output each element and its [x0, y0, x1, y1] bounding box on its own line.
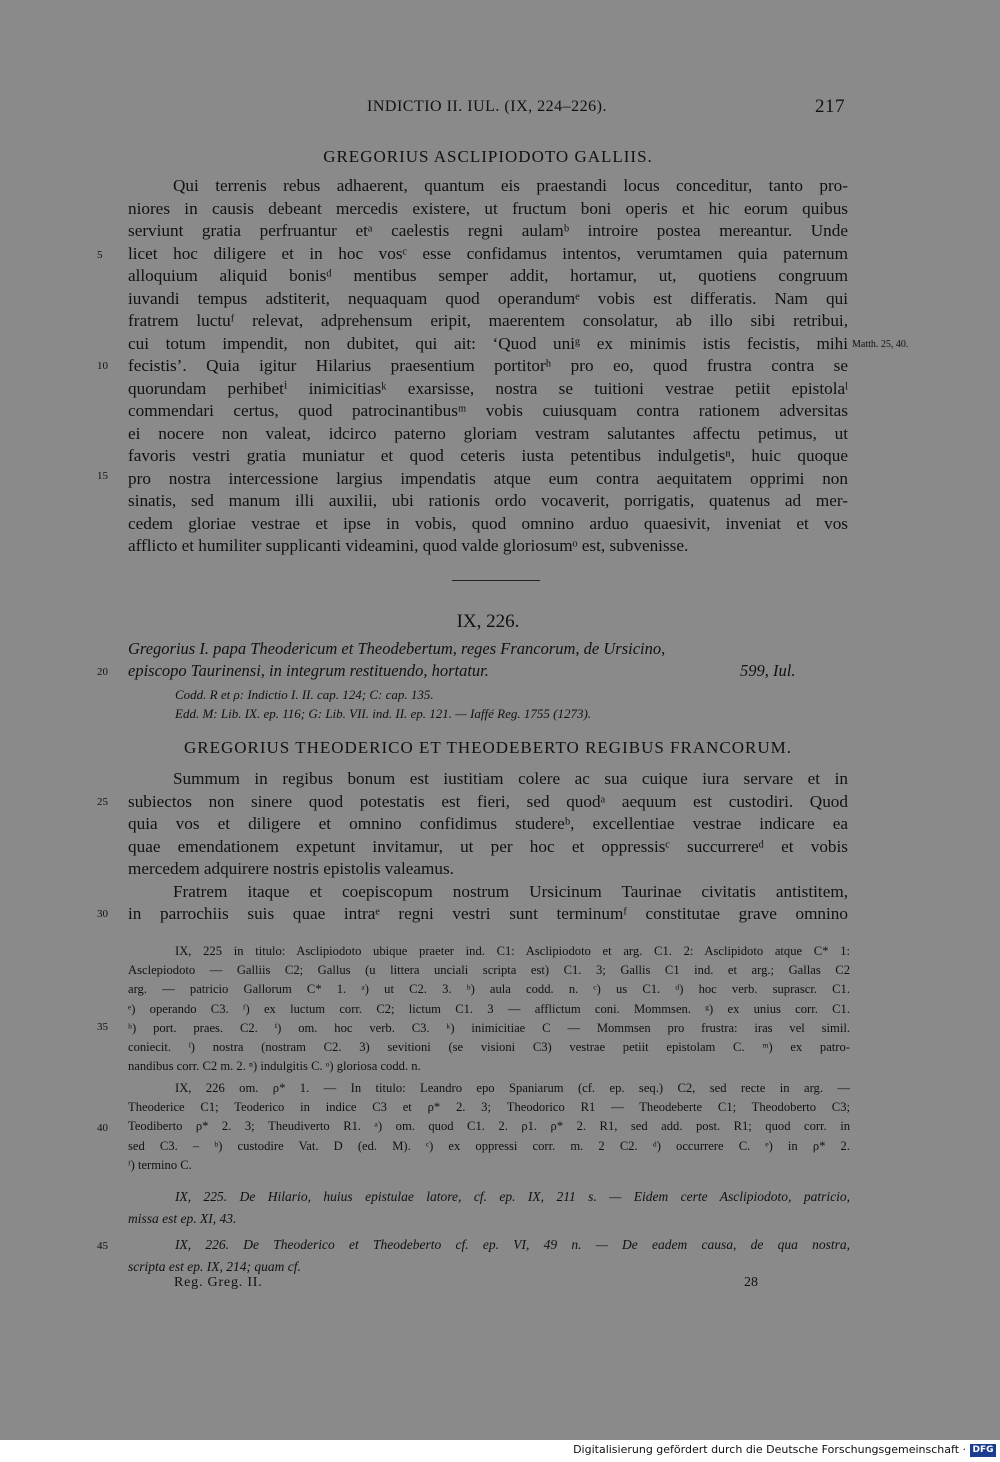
line-number: 5	[97, 249, 103, 261]
apparatus-line: Theoderice C1; Teoderico in indice C3 et ρ* 2. 3; Theodorico R1 — Theodeberte C1; Theodoberto C3;	[128, 1100, 850, 1115]
body-line: sinatis, sed manum illi auxilii, ubi rationis ordo vocaverit, porrigatis, quatenus ad mer-	[128, 491, 848, 510]
apparatus-line: IX, 225 in titulo: Asclipiodoto ubique praeter ind. C1: Asclipiodoto et arg. C1. 2: Asclipidoto atque C* 1:	[175, 944, 850, 958]
apparatus-line: coniecit. ˡ) nostra (nostram C2. 3) sevitioni (se visioni C3) vestrae petiit epistolam C. ᵐ) ex patro-	[128, 1040, 850, 1054]
body-line: alloquium aliquid bonisᵈ mentibus semper addit, hortamur, ut, quotiens congruum	[128, 266, 848, 285]
dfg-logo: DFG	[970, 1444, 996, 1457]
summary-line: Gregorius I. papa Theodericum et Theodebertum, reges Francorum, de Ursicino,	[128, 639, 666, 658]
footer-sheet-number: 28	[744, 1275, 758, 1290]
body-line: in parrochiis suis quae intraᵉ regni vestri sunt terminumᶠ constitutae grave omnino	[128, 904, 848, 923]
page-number: 217	[815, 96, 845, 117]
body-line: pro nostra intercessione largius impendatis atque eum contra aequitatem opprimi non	[128, 468, 848, 488]
body-line: serviunt gratia perfruantur etᵃ caelestis regni aulamᵇ introire postea mereantur. Unde	[128, 221, 848, 240]
body-line: Summum in regibus bonum est iustitiam colere ac sua cuique iura servare et in	[173, 769, 848, 788]
body-line: quorundam perhibetⁱ inimicitiasᵏ exarsisse, nostra se tuitioni vestrae petiit epistolaˡ	[128, 378, 848, 398]
editions-line: Edd. M: Lib. IX. ep. 116; G: Lib. VII. ind. II. ep. 121. — Iaffé Reg. 1755 (1273).	[175, 706, 592, 721]
apparatus-line: ᵉ) operando C3. ᶠ) ex luctum corr. C2; lictum C1. 3 — afflictum coni. Mommsen. ᵍ) ex unius corr. C1.	[128, 1001, 850, 1016]
body-line: iuvandi tempus adstiterit, nequaquam quod operandumᵉ vobis est differatis. Nam qui	[128, 288, 848, 308]
document-number: IX, 226.	[456, 611, 520, 632]
line-number: 45	[97, 1240, 108, 1252]
separator-line	[452, 580, 540, 581]
body-line: favoris vestri gratia muniatur et quod ceteris iusta petentibus indulgetisⁿ, huic quoque	[128, 446, 848, 465]
letter-heading-2: GREGORIUS THEODERICO ET THEODEBERTO REGIBUS FRANCORUM.	[183, 738, 793, 757]
dfg-credit-text: Digitalisierung gefördert durch die Deutsche Forschungsgemeinschaft ·	[573, 1443, 966, 1456]
body-line: licet hoc diligere et in hoc vosᶜ esse confidamus intentos, verumtamen quia paternum	[128, 243, 848, 263]
summary-line: episcopo Taurinensi, in integrum restituendo, hortatur.	[128, 661, 489, 680]
line-number: 20	[97, 666, 108, 678]
body-line: Fratrem itaque et coepiscopum nostrum Ursicinum Taurinae civitatis antistitem,	[173, 881, 848, 901]
letter-heading-1: GREGORIUS ASCLIPIODOTO GALLIIS.	[323, 147, 653, 166]
apparatus-line: arg. — patricio Gallorum C* 1. ᵃ) ut C2. 3. ᵇ) aula codd. n. ᶜ) us C1. ᵈ) hoc verb. suprascr. C1.	[128, 982, 850, 997]
commentary-line: missa est ep. XI, 43.	[128, 1211, 237, 1226]
body-line: mercedem adquirere nostris epistolis valeamus.	[128, 859, 454, 878]
apparatus-line: IX, 226 om. ρ* 1. — In titulo: Leandro epo Spaniarum (cf. ep. seq.) C2, sed recte in arg. —	[175, 1081, 850, 1095]
body-line: cui totum impendit, non dubitet, qui ait: ‘Quod uniᵍ ex minimis istis fecistis, mihi	[128, 333, 848, 353]
margin-reference: Matth. 25, 40.	[852, 339, 909, 350]
body-line: quia vos et diligere et omnino confidimus studereᵇ, excellentiae vestrae indicare ea	[128, 814, 848, 833]
running-head-title: INDICTIO II. IUL. (IX, 224–226).	[367, 98, 607, 115]
body-line: fecistis’. Quia igitur Hilarius praesentium portitorʰ pro eo, quod frustra contra se	[128, 356, 848, 375]
body-line: afflicto et humiliter supplicanti videamini, quod valde gloriosumᵒ est, subvenisse.	[128, 536, 689, 555]
line-number: 40	[97, 1122, 108, 1134]
letter-date: 599, Iul.	[740, 661, 796, 680]
dfg-credit-bar	[0, 1440, 1000, 1462]
line-number: 35	[97, 1021, 108, 1033]
commentary-line: scripta est ep. IX, 214; quam cf.	[128, 1259, 301, 1274]
body-line: subiectos non sinere quod potestatis est fieri, sed quodᵃ aequum est custodiri. Quod	[128, 791, 848, 811]
body-line: quae emendationem expetunt invitamur, ut per hoc et oppressisᶜ succurrereᵈ et vobis	[128, 836, 848, 856]
footer-signature: Reg. Greg. II.	[174, 1275, 263, 1290]
apparatus-line: sed C3. – ᵇ) custodire Vat. D (ed. M). ᶜ) ex oppressi corr. m. 2 C2. ᵈ) occurrere C. ᵉ) in ρ* 2.	[128, 1138, 850, 1153]
body-line: cedem gloriae vestrae et ipse in vobis, quod omnino arduo quaesivit, inveniat et vos	[128, 513, 848, 533]
apparatus-line: Asclepiodoto — Galliis C2; Gallus (u littera unciali scripta est) C1. 3; Gallis C1 ind. et arg.; Gallas C2	[128, 963, 850, 978]
commentary-line: IX, 225. De Hilario, huius epistulae latore, cf. ep. IX, 211 s. — Eidem certe Asclipiodoto, patricio,	[175, 1189, 850, 1204]
line-number: 15	[97, 470, 108, 482]
body-line: Qui terrenis rebus adhaerent, quantum eis praestandi locus conceditur, tanto pro-	[173, 176, 848, 195]
apparatus-line: ᶠ) termino C.	[128, 1157, 192, 1172]
body-line: niores in causis debeant mercedis existere, ut fructum boni operis et hic eorum quibus	[128, 198, 848, 218]
apparatus-line: nandibus corr. C2 m. 2. ⁿ) indulgitis C. ᵒ) gloriosa codd. n.	[128, 1059, 421, 1074]
apparatus-line: ʰ) port. praes. C2. ⁱ) om. hoc verb. C3. ᵏ) inimicitiae C — Mommsen pro frustra: iras vel simil.	[128, 1020, 850, 1035]
codices-line: Codd. R et ρ: Indictio I. II. cap. 124; C: cap. 135.	[175, 687, 434, 702]
body-line: fratrem luctuᶠ relevat, adprehensum eripit, maerentem consolatur, ab illo sibi retribui,	[128, 311, 848, 330]
commentary-line: IX, 226. De Theoderico et Theodeberto cf. ep. VI, 49 n. — De eadem causa, de qua nostra,	[175, 1237, 850, 1252]
apparatus-line: Teodiberto ρ* 2. 3; Theudiverto R1. ᵃ) om. quod C1. 2. ρ1. ρ* 2. R1, sed add. post. R1; quod corr. in	[128, 1119, 850, 1134]
line-number: 10	[97, 360, 108, 372]
line-number: 25	[97, 796, 108, 808]
line-number: 30	[97, 908, 108, 920]
body-line: commendari certus, quod patrocinantibusᵐ vobis cuiusquam contra rationem adversitas	[128, 401, 848, 420]
body-line: ei nocere non valeat, idcirco paterno gloriam vestram salutantes affectu petimus, ut	[128, 423, 848, 443]
